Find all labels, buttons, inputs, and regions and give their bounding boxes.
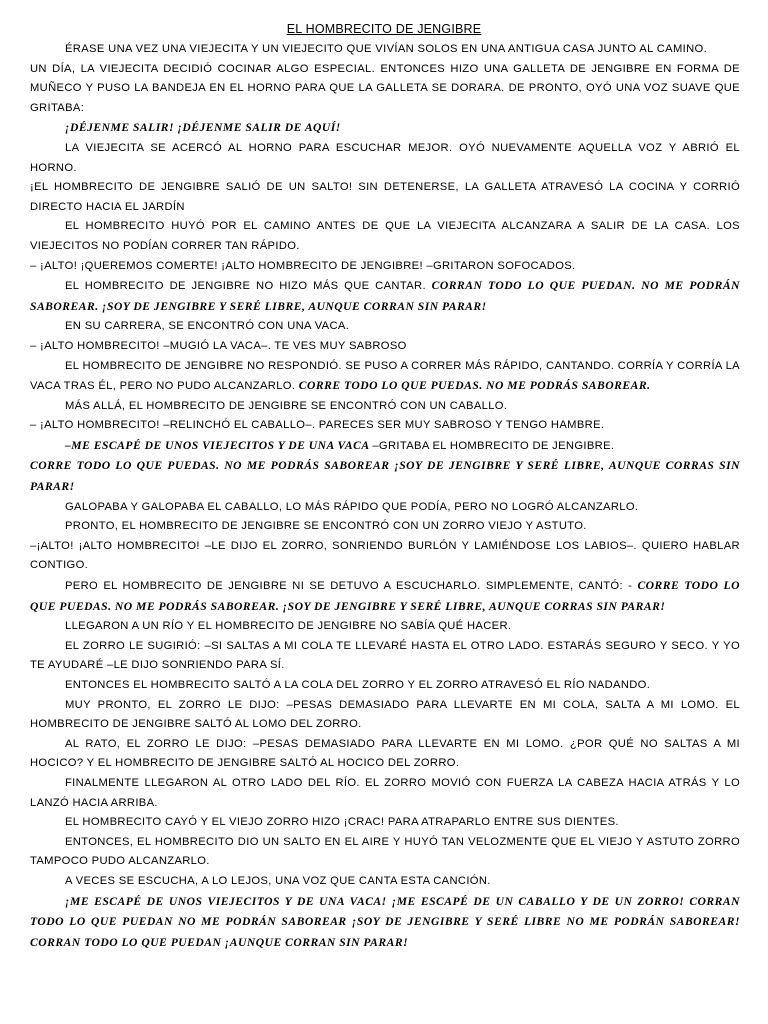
song-text: CORRE TODO LO QUE PUEDAS. NO ME PODRÁS SABOREAR ¡SOY DE JENGIBRE Y SERÉ LIBRE, AUNQUE CORRAS SIN PARAR! (30, 459, 740, 494)
narrative-text: EL HOMBRECITO CAYÓ Y EL VIEJO ZORRO HIZO ¡CRAC! PARA ATRAPARLO ENTRE SUS DIENTES. (65, 816, 619, 829)
story-paragraph (30, 257, 740, 277)
narrative-text: ¡EL HOMBRECITO DE JENGIBRE SALIÓ DE UN SALTO! SIN DETENERSE, LA GALLETA ATRAVESÓ LA COCINA Y CORRIÓ DIRECTO HACIA EL JARDÍN (30, 181, 740, 213)
story-paragraph (30, 833, 740, 872)
narrative-text: MÁS ALLÁ, EL HOMBRECITO DE JENGIBRE SE ENCONTRÓ CON UN CABALLO. (65, 399, 508, 412)
story-paragraph (30, 617, 740, 637)
story-paragraph (30, 139, 740, 178)
story-paragraph (30, 774, 740, 813)
story-paragraph (30, 118, 740, 139)
song-text: CORRE TODO LO QUE PUEDAS. NO ME PODRÁS SABOREAR. ¡SOY DE JENGIBRE Y SERÉ LIBRE, AUNQUE CORRAS SIN PARAR! (30, 579, 741, 613)
story-paragraph (30, 676, 740, 696)
song-text: –ME ESCAPÉ DE UNOS VIEJECITOS Y DE UNA VACA (65, 438, 373, 452)
story-paragraph (30, 416, 740, 436)
narrative-text: ENTONCES, EL HOMBRECITO DIO UN SALTO EN EL AIRE Y HUYÓ TAN VELOZMENTE QUE EL VIEJO Y ASTUTO ZORRO TAMPOCO PUDO ALCANZARLO. (30, 835, 740, 868)
story-paragraph (30, 872, 740, 892)
narrative-text: AL RATO, EL ZORRO LE DIJO: –PESAS DEMASIADO PARA LLEVARTE EN MI LOMO. ¿POR QUÉ NO SALTAS A MI HOCICO? Y EL HOMBRECITO DE JENGIBRE SALTÓ AL HOCICO DEL ZORRO. (30, 737, 740, 770)
story-paragraph (30, 60, 740, 119)
story-paragraph (30, 696, 740, 735)
story-paragraph (30, 537, 740, 576)
story-paragraph (30, 813, 740, 833)
narrative-text: ÉRASE UNA VEZ UNA VIEJECITA Y UN VIEJECITO QUE VIVÍAN SOLOS EN UNA ANTIGUA CASA JUNTO AL CAMINO. (65, 43, 708, 55)
story-paragraph (30, 498, 740, 518)
document-title: EL HOMBRECITO DE JENGIBRE (286, 22, 482, 36)
narrative-text: – ¡ALTO HOMBRECITO! –RELINCHÓ EL CABALLO–. PARECES SER MUY SABROSO Y TENGO HAMBRE. (30, 419, 605, 432)
narrative-text: EL HOMBRECITO DE JENGIBRE NO RESPONDIÓ. SE PUSO A CORRER MÁS RÁPIDO, CANTANDO. CORRÍA Y CORRÍA LA VACA TRAS ÉL, PERO NO PUDO ALCANZARLO. (30, 359, 740, 393)
story-paragraph (30, 436, 740, 457)
narrative-text: UN DÍA, LA VIEJECITA DECIDIÓ COCINAR ALGO ESPECIAL. ENTONCES HIZO UNA GALLETA DE JENGIBRE EN FORMA DE MUÑECO Y PUSO LA BANDEJA EN EL HORNO PARA QUE LA GALLETA SE DORARA. DE PRONTO, OYÓ UNA VOZ SUAVE QUE GRITABA: (30, 62, 740, 114)
song-text: CORRAN TODO LO QUE PUEDAN. NO ME PODRÁN SABOREAR. ¡SOY DE JENGIBRE Y SERÉ LIBRE, AUNQUE CORRAN SIN PARAR! (30, 279, 741, 313)
story-paragraph (30, 637, 740, 676)
narrative-text: EL ZORRO LE SUGIRIÓ: –SI SALTAS A MI COLA TE LLEVARÉ HASTA EL OTRO LADO. ESTARÁS SEGURO Y SECO. Y YO TE AYUDARÉ –LE DIJO SONRIENDO PARA SÍ. (30, 639, 740, 672)
narrative-text: A VECES SE ESCUCHA, A LO LEJOS, UNA VOZ QUE CANTA ESTA CANCIÓN. (65, 874, 491, 887)
story-paragraph (30, 735, 740, 774)
narrative-text: – ¡ALTO! ¡QUEREMOS COMERTE! ¡ALTO HOMBRECITO DE JENGIBRE! –GRITARON SOFOCADOS. (30, 259, 576, 272)
song-text: ¡ME ESCAPÉ DE UNOS VIEJECITOS Y DE UNA VACA! ¡ME ESCAPÉ DE UN CABALLO Y DE UN ZORRO! CORRAN TODO LO QUE PUEDAN NO ME PODRÁN SABOREAR ¡SOY DE JENGIBRE Y SERÉ LIBRE NO ME PODRÁN SABOREAR! CORRAN TODO LO QUE PUEDAN ¡AUNQUE CORRAN SIN PARAR! (30, 894, 740, 949)
story-body (30, 40, 740, 953)
narrative-text: GALOPABA Y GALOPABA EL CABALLO, LO MÁS RÁPIDO QUE PODÍA, PERO NO LOGRÓ ALCANZARLO. (65, 500, 639, 513)
narrative-text: PERO EL HOMBRECITO DE JENGIBRE NI SE DETUVO A ESCUCHARLO. SIMPLEMENTE, CANTÓ: - (65, 580, 638, 593)
narrative-text: MUY PRONTO, EL ZORRO LE DIJO: –PESAS DEMASIADO PARA LLEVARTE EN MI COLA, SALTA A MI LOMO. EL HOMBRECITO DE JENGIBRE SALTÓ AL LOMO DEL ZORRO. (30, 698, 740, 731)
narrative-text: EN SU CARRERA, SE ENCONTRÓ CON UNA VACA. (65, 320, 350, 333)
narrative-text: FINALMENTE LLEGARON AL OTRO LADO DEL RÍO. EL ZORRO MOVIÓ CON FUERZA LA CABEZA HACIA ATRÁS Y LO LANZÓ HACIA ARRIBA. (30, 776, 740, 809)
story-paragraph (30, 397, 740, 417)
narrative-text: EL HOMBRECITO DE JENGIBRE NO HIZO MÁS QUE CANTAR. (65, 280, 432, 293)
narrative-text: PRONTO, EL HOMBRECITO DE JENGIBRE SE ENCONTRÓ CON UN ZORRO VIEJO Y ASTUTO. (65, 520, 587, 533)
story-paragraph (30, 517, 740, 537)
story-paragraph (30, 357, 740, 397)
story-paragraph (30, 317, 740, 337)
narrative-text: ENTONCES EL HOMBRECITO SALTÓ A LA COLA DEL ZORRO Y EL ZORRO ATRAVESÓ EL RÍO NADANDO. (65, 679, 651, 691)
narrative-text: LLEGARON A UN RÍO Y EL HOMBRECITO DE JENGIBRE NO SABÍA QUÉ HACER. (65, 620, 512, 633)
story-paragraph (30, 276, 740, 317)
narrative-text: EL HOMBRECITO HUYÓ POR EL CAMINO ANTES DE QUE LA VIEJECITA ALCANZARA A SALIR DE LA CASA. LOS VIEJECITOS NO PODÍAN CORRER TAN RÁPIDO. (30, 220, 740, 252)
story-paragraph (30, 178, 740, 217)
narrative-text: – ¡ALTO HOMBRECITO! –MUGIÓ LA VACA–. TE VES MUY SABROSO (30, 339, 407, 352)
narrative-text: –GRITABA EL HOMBRECITO DE JENGIBRE. (372, 439, 615, 452)
song-text: ¡DÉJENME SALIR! ¡DÉJENME SALIR DE AQUÍ! (65, 121, 341, 135)
story-paragraph (30, 337, 740, 357)
narrative-text: –¡ALTO! ¡ALTO HOMBRECITO! –LE DIJO EL ZORRO, SONRIENDO BURLÓN Y LAMIÉNDOSE LOS LABIOS–. QUIERO HABLAR CONTIGO. (30, 539, 740, 572)
song-text: CORRE TODO LO QUE PUEDAS. NO ME PODRÁS SABOREAR. (298, 379, 651, 393)
narrative-text: LA VIEJECITA SE ACERCÓ AL HORNO PARA ESCUCHAR MEJOR. OYÓ NUEVAMENTE AQUELLA VOZ Y ABRIÓ EL HORNO. (30, 141, 740, 174)
story-paragraph (30, 576, 740, 617)
story-paragraph (30, 40, 740, 60)
story-paragraph (30, 892, 740, 954)
story-paragraph (30, 217, 740, 256)
story-paragraph (30, 456, 740, 497)
